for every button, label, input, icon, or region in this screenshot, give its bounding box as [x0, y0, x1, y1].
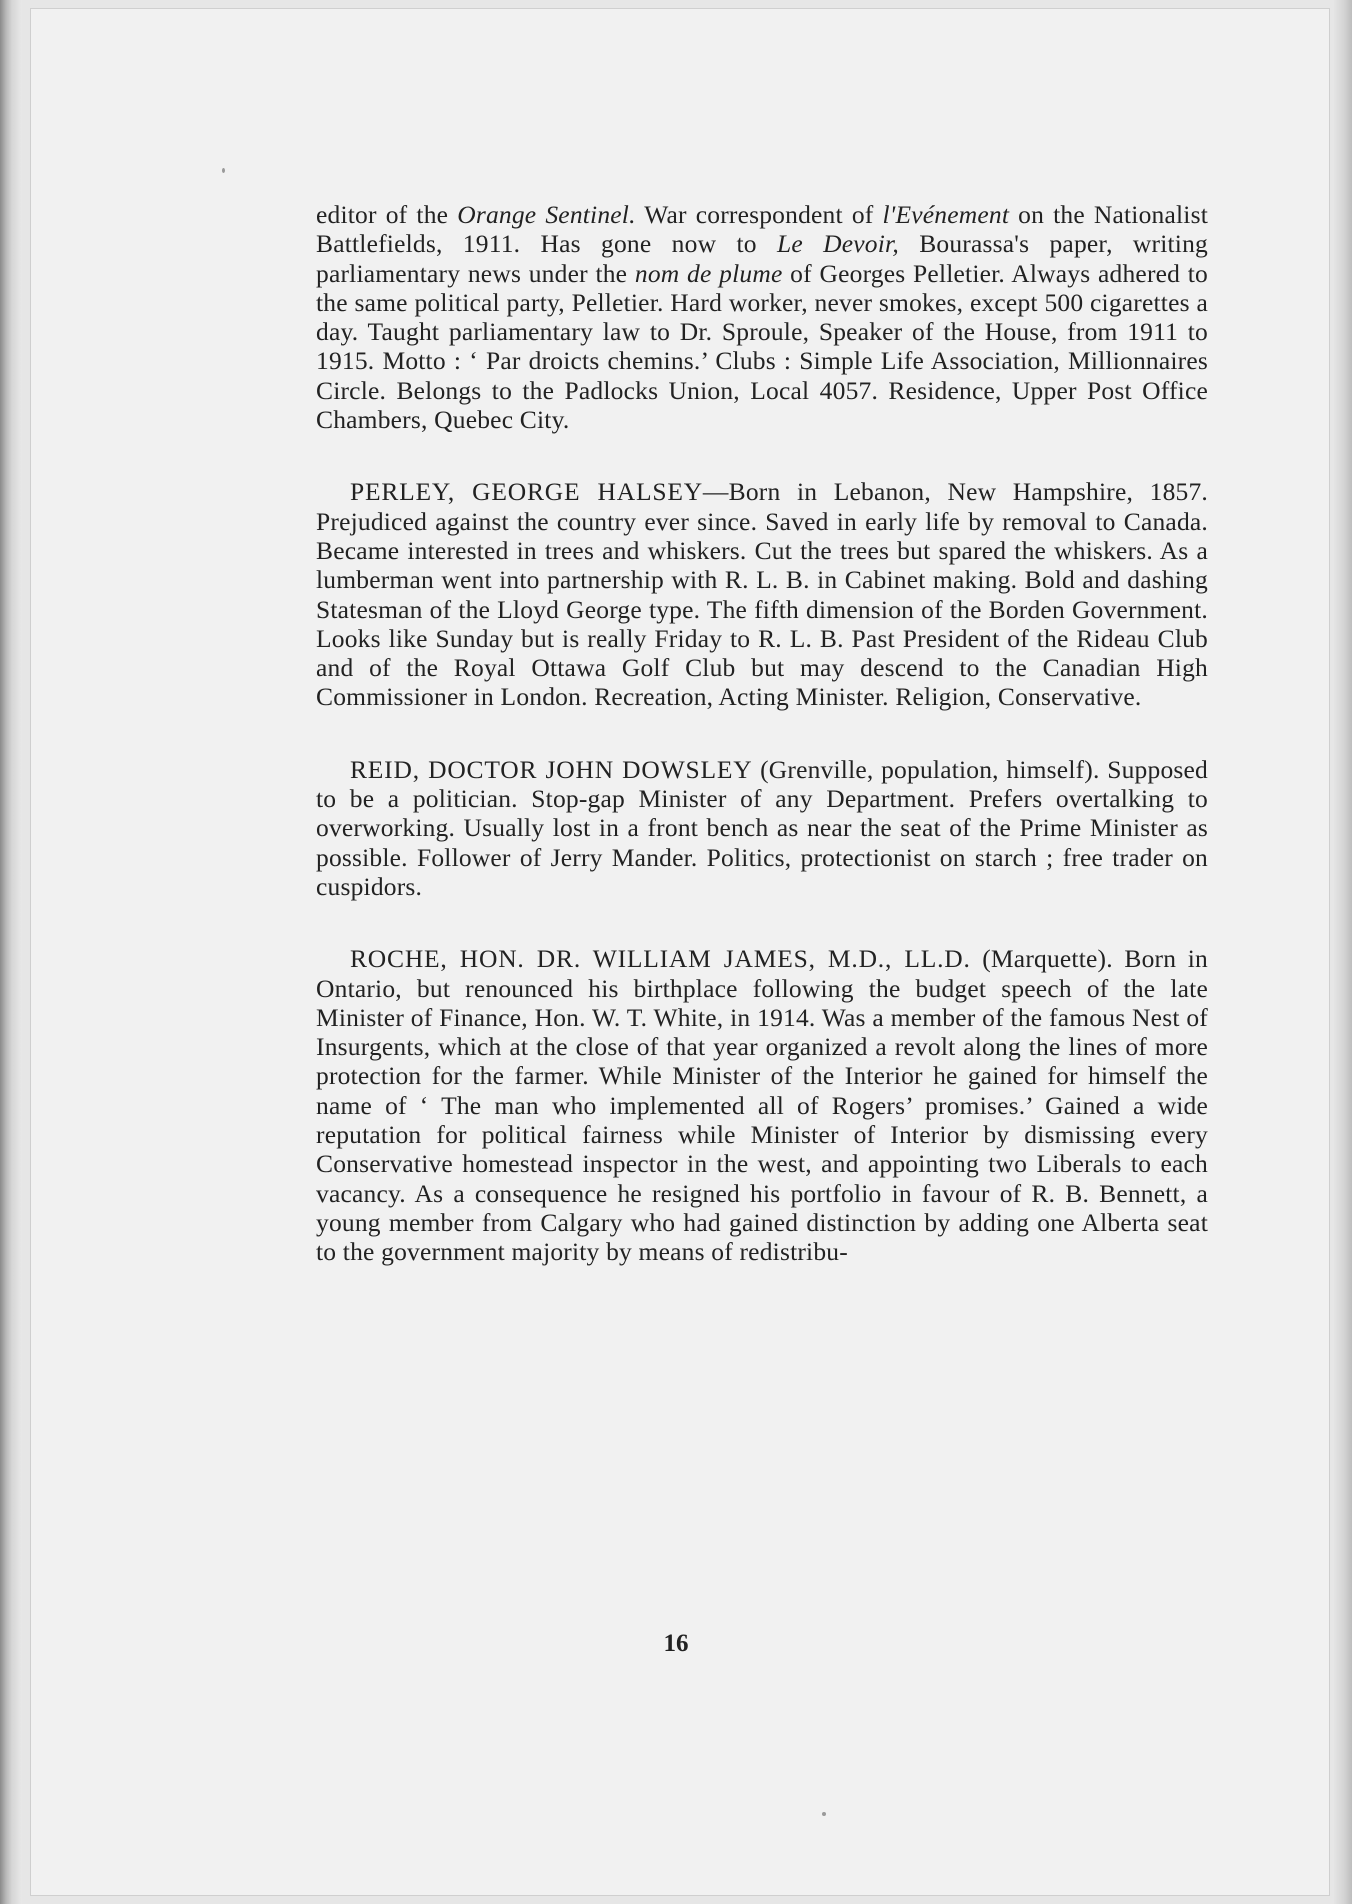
- paper-speck: [222, 168, 225, 173]
- text-run: —Born in Lebanon, New Hampshire, 1857. Prejudiced against the country ever since. Saved in early life by removal to Canada. Became interested in trees and whiskers. Cut the trees but spared the whiskers. As a lumberman went into partnership with R. L. B. in Cabinet making. Bold and dashing Statesman of the Lloyd George type. The fifth dimension of the Borden Government. Looks like Sunday but is really Friday to R. L. B. Past President of the Rideau Club and of the Royal Ottawa Golf Club but may descend to the Canadian High Commissioner in London. Recreation, Acting Minister. Religion, Conservative.: [316, 477, 1208, 712]
- paragraph-entry-reid: [316, 755, 1208, 901]
- book-binding-edge: [0, 0, 22, 1904]
- italic-phrase: Le Devoir,: [776, 229, 899, 259]
- text-run: on the Nationalist Battlefields, 1911. Has gone now to: [316, 200, 1208, 259]
- entry-name: ROCHE, HON. DR. WILLIAM JAMES, M.D., LL.D.: [350, 944, 971, 974]
- paragraph-entry-roche: [316, 944, 1208, 1266]
- entry-name: REID, DOCTOR JOHN DOWSLEY: [350, 754, 753, 784]
- paragraph-entry-perley: [316, 477, 1208, 711]
- entry-name: PERLEY, GEORGE HALSEY: [350, 477, 703, 507]
- text-run: (Marquette). Born in Ontario, but renounced his birthplace following the budget speech of the late Minister of Finance, Hon. W. T. White, in 1914. Was a member of the famous Nest of Insurgents, which at the close of that year organized a revolt along the lines of more protection for the farmer. While Minister of the Interior he gained for himself the name of ‘ The man who implemented all of Rogers’ promises.’ Gained a wide reputation for political fairness while Minister of Interior by dismissing every Conservative homestead inspector in the west, and appointing two Liberals to each vacancy. As a consequence he resigned his portfolio in favour of R. B. Bennett, a young member from Calgary who had gained distinction by adding one Alberta seat to the government majority by means of redistribu-: [316, 944, 1208, 1267]
- italic-phrase: Orange Sentinel.: [457, 200, 636, 229]
- text-run: Bourassa's paper, writing parliamentary news under the: [316, 229, 1208, 288]
- text-run: of Georges Pelletier. Always adhered to the same political party, Pelletier. Hard worker, never smokes, except 500 cigarettes a day. Taught parliamentary law to Dr. Sproule, Speaker of the House, from 1911 to 1915. Motto : ‘ Par droicts chemins.’ Clubs : Simple Life Association, Millionnaires Circle. Belongs to the Padlocks Union, Local 4057. Residence, Upper Post Office Chambers, Quebec City.: [316, 258, 1209, 435]
- text-run: (Grenville, population, himself). Supposed to be a politician. Stop-gap Minister of any Department. Prefers overtalking to overworking. Usually lost in a front bench as near the seat of the Prime Minister as possible. Follower of Jerry Mander. Politics, protectionist on starch ; free trader on cuspidors.: [316, 754, 1208, 901]
- paper-speck: [822, 1812, 826, 1816]
- page-number: 16: [663, 1630, 689, 1657]
- text-run: War correspondent of: [635, 200, 883, 229]
- paragraph-continuation: [316, 200, 1208, 434]
- text-run: editor of the: [316, 200, 458, 229]
- italic-phrase: l'Evénement: [882, 200, 1010, 229]
- book-fore-edge: [1334, 0, 1352, 1904]
- italic-phrase: nom de plume: [634, 258, 783, 288]
- page-body-text: [316, 200, 1208, 1267]
